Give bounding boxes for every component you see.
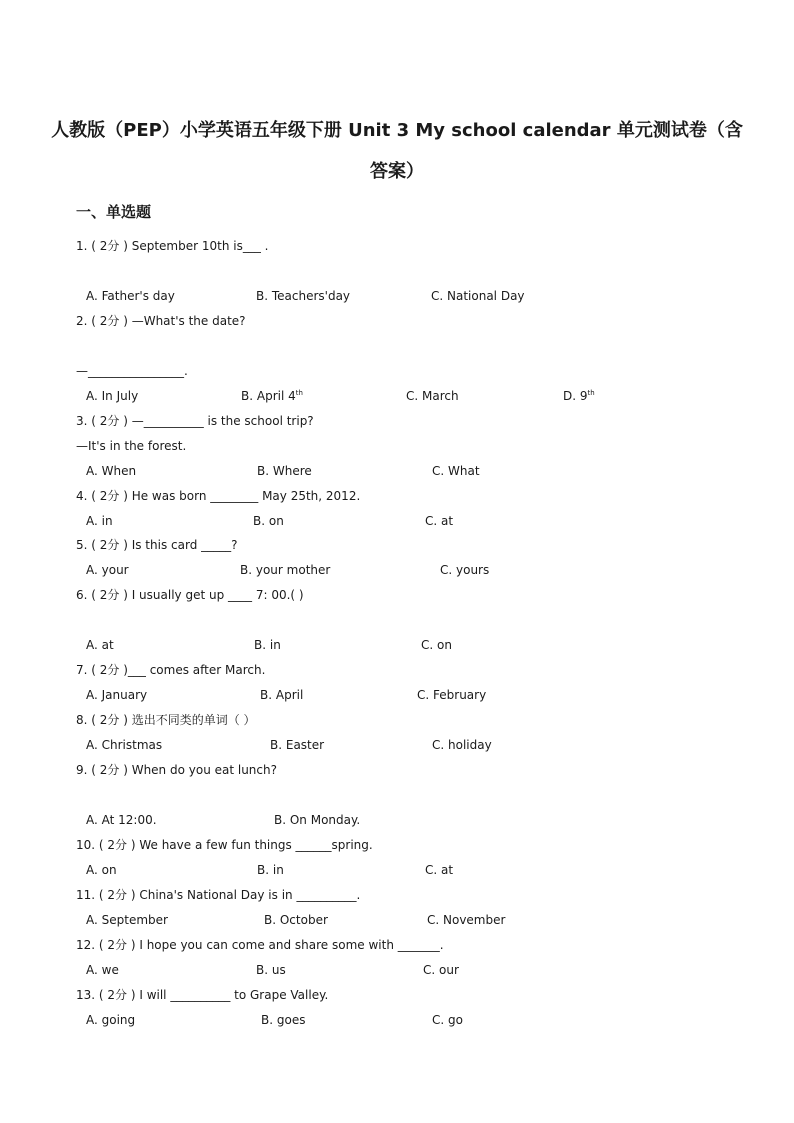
question-10-option-b[interactable]: B. in [257,863,284,877]
page-title-line-1: 人教版（PEP）小学英语五年级下册 Unit 3 My school calendar 单元测试卷（含 [51,120,743,141]
question-4-stem: 4. ( 2分 ) He was born ________ May 25th, 2012. [76,489,361,503]
question-11-stem: 11. ( 2分 ) China's National Day is in __________. [76,888,361,902]
question-8-option-b[interactable]: B. Easter [270,738,325,752]
question-4-option-a[interactable]: A. in [86,514,113,528]
question-13-option-c[interactable]: C. go [432,1013,463,1027]
question-13-option-a[interactable]: A. going [86,1013,136,1027]
question-2-answer-line: —________________. [76,364,188,378]
question-3-option-b[interactable]: B. Where [257,464,312,478]
question-6-option-a[interactable]: A. at [86,638,114,652]
question-13-option-b[interactable]: B. goes [261,1013,306,1027]
question-3-option-c[interactable]: C. What [432,464,480,478]
question-2-option-b-sup: th [295,389,303,397]
question-9-option-a[interactable]: A. At 12:00. [86,813,157,827]
question-1-option-c[interactable]: C. National Day [431,289,525,303]
question-2-option-b-text: B. April 4 [241,389,296,403]
question-4-option-c[interactable]: C. at [425,514,454,528]
question-3-stem: 3. ( 2分 ) —__________ is the school trip? [76,414,314,428]
question-8-option-a[interactable]: A. Christmas [86,738,163,752]
question-11-option-c[interactable]: C. November [427,913,506,927]
question-5-stem: 5. ( 2分 ) Is this card _____? [76,538,238,552]
page-title-line-2: 答案） [370,161,424,182]
question-12-option-b[interactable]: B. us [256,963,286,977]
question-1-option-a[interactable]: A. Father's day [86,289,175,303]
question-2-option-a[interactable]: A. In July [86,389,139,403]
question-8-option-c[interactable]: C. holiday [432,738,492,752]
question-13-stem: 13. ( 2分 ) I will __________ to Grape Valley. [76,988,329,1002]
question-7-option-a[interactable]: A. January [86,688,148,702]
question-6-stem: 6. ( 2分 ) I usually get up ____ 7: 00.( ) [76,588,304,602]
section-heading: 一、单选题 [76,203,152,221]
question-5-option-c[interactable]: C. yours [440,563,490,577]
question-3-dialogue-line: —It's in the forest. [76,439,187,453]
question-6-option-c[interactable]: C. on [421,638,452,652]
question-7-option-b[interactable]: B. April [260,688,304,702]
question-7-option-c[interactable]: C. February [417,688,487,702]
question-2-stem: 2. ( 2分 ) —What's the date? [76,314,246,328]
question-11-option-a[interactable]: A. September [86,913,168,927]
question-2-option-d-text: D. 9 [563,389,588,403]
question-10-option-c[interactable]: C. at [425,863,454,877]
question-9-option-b[interactable]: B. On Monday. [274,813,361,827]
question-12-stem: 12. ( 2分 ) I hope you can come and share some with _______. [76,938,444,952]
question-2-option-d[interactable] [563,388,595,404]
question-12-option-a[interactable]: A. we [86,963,119,977]
question-8-stem: 8. ( 2分 ) 选出不同类的单词（ ） [76,713,256,727]
question-1-option-b[interactable]: B. Teachers'day [256,289,351,303]
question-2-option-d-sup: th [587,389,595,397]
question-5-option-b[interactable]: B. your mother [240,563,331,577]
question-11-option-b[interactable]: B. October [264,913,328,927]
question-6-option-b[interactable]: B. in [254,638,281,652]
question-12-option-c[interactable]: C. our [423,963,459,977]
question-9-stem: 9. ( 2分 ) When do you eat lunch? [76,763,277,777]
question-1-stem: 1. ( 2分 ) September 10th is___ . [76,239,269,253]
question-3-option-a[interactable]: A. When [86,464,137,478]
question-10-stem: 10. ( 2分 ) We have a few fun things ______spring. [76,838,373,852]
question-2-option-b[interactable] [241,388,303,404]
question-2-option-c[interactable]: C. March [406,389,459,403]
question-5-option-a[interactable]: A. your [86,563,129,577]
question-10-option-a[interactable]: A. on [86,863,117,877]
question-4-option-b[interactable]: B. on [253,514,284,528]
question-7-stem: 7. ( 2分 )___ comes after March. [76,663,266,677]
